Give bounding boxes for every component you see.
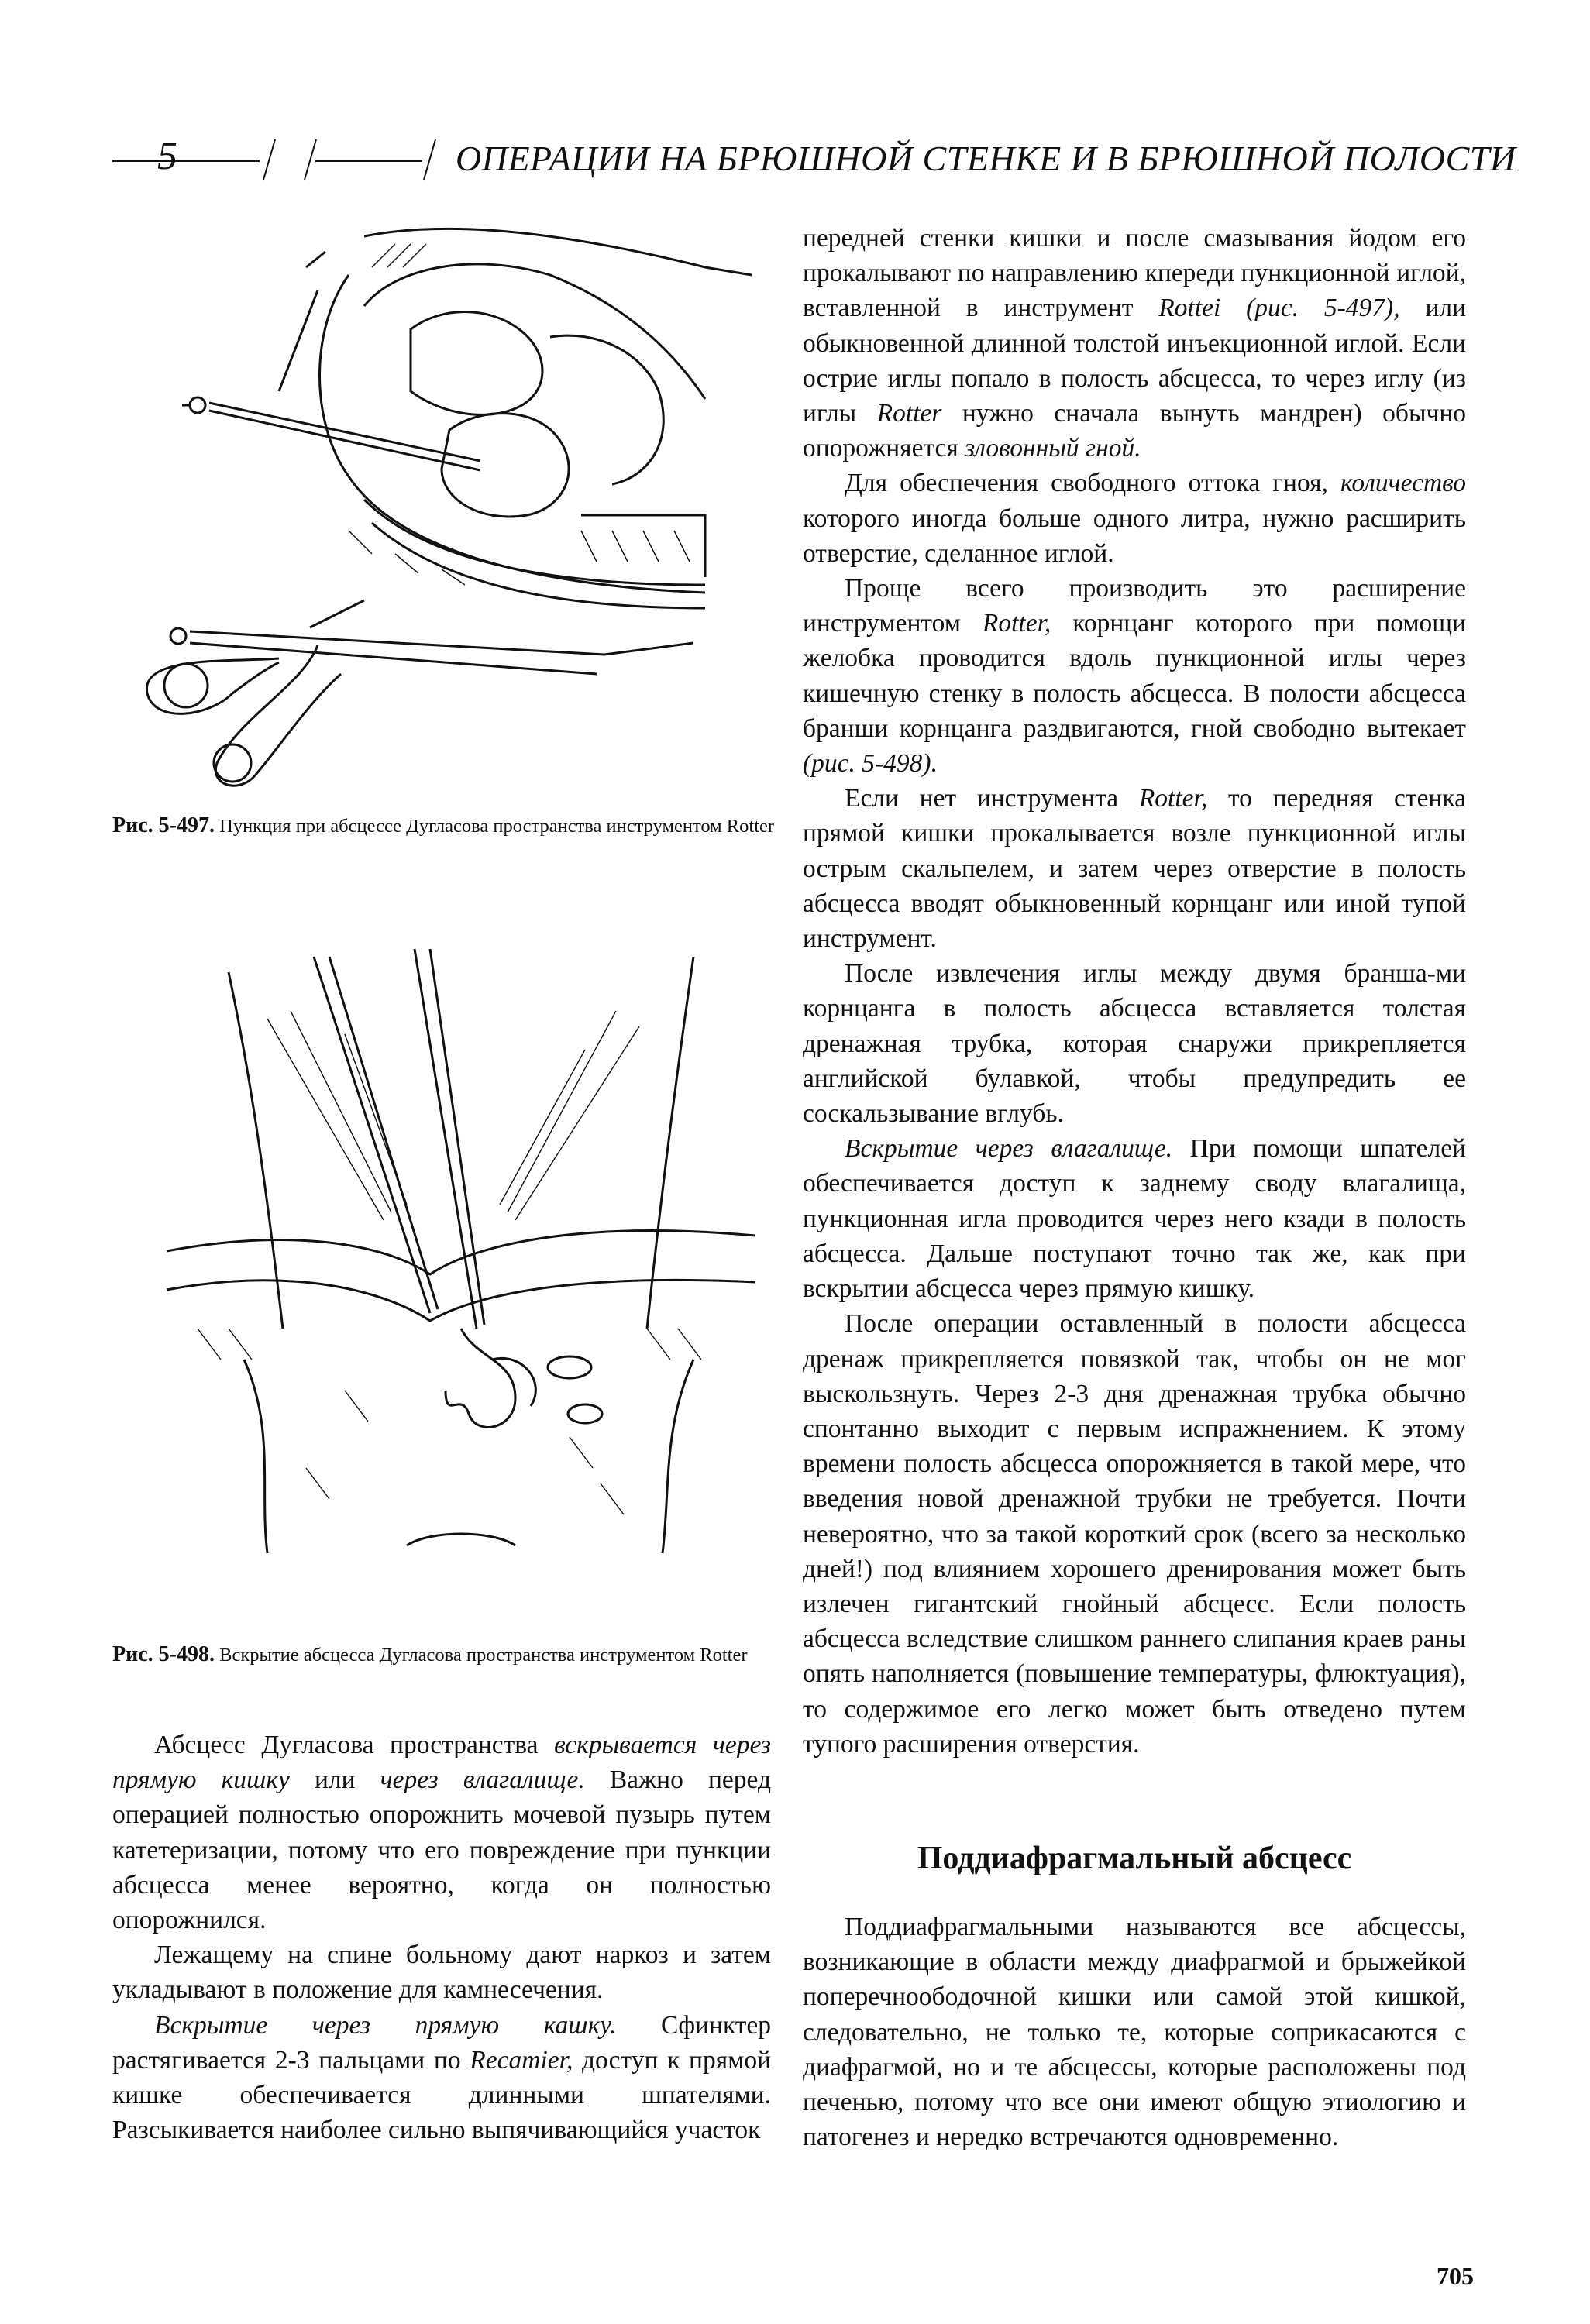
text-run: При помощи шпателей обеспечивается доступ к заднему своду влагалища, пункционная игла проводится через него кзади в полость абсцесса. Дальше поступают точно так же, как при вскрытии абсцесса через прямую кишку. bbox=[803, 1134, 1466, 1304]
italic-run: количество bbox=[1340, 469, 1466, 498]
paragraph bbox=[803, 466, 1466, 571]
paragraph bbox=[803, 781, 1466, 956]
italic-run: Recamier, bbox=[470, 2045, 573, 2075]
figure-5-497 bbox=[116, 221, 783, 794]
paragraph: После извлечения иглы между двумя бранша-ми корнцанга в полость абсцесса вставляется толстая дренажная трубка, которая снаружи прикрепляется английской булавкой, чтобы предупредить ее соскальзывание вглубь. bbox=[803, 959, 1466, 1129]
italic-run: Rotter, bbox=[982, 609, 1051, 638]
paragraph bbox=[112, 1728, 771, 1937]
italic-run: Вскрытие через влагалище. bbox=[845, 1134, 1173, 1164]
text-run: корнцанг которого при помощи желобка проводится вдоль пункционной иглы через кишечную стенку в полость абсцесса. В полости абсцесса бранши корнцанга раздвигаются, гной свободно вытекает bbox=[803, 609, 1466, 743]
italic-run: Rotter, bbox=[1138, 784, 1208, 813]
paragraph bbox=[803, 571, 1466, 781]
text-run: Важно перед операцией полностью опорожнить мочевой пузырь путем катетеризации, потому что его повреждение при пункции абсцесса менее вероятно, когда он полностью опорожнился. bbox=[112, 1765, 771, 1935]
chapter-title: ОПЕРАЦИИ НА БРЮШНОЙ СТЕНКЕ И В БРЮШНОЙ ПОЛОСТИ bbox=[456, 139, 1516, 178]
paragraph bbox=[112, 2008, 771, 2148]
chapter-number: 5 bbox=[157, 134, 177, 178]
italic-run: (рис. 5-498). bbox=[803, 749, 938, 779]
text-run: которого иногда больше одного литра, нужно расширить отверстие, сделанное иглой. bbox=[803, 504, 1466, 568]
paragraph bbox=[803, 221, 1466, 466]
right-column bbox=[803, 221, 1466, 1762]
paragraph bbox=[803, 1131, 1466, 1306]
paragraph: Лежащему на спине больному дают наркоз и затем укладывают в положение для камнесечения. bbox=[112, 1941, 771, 2005]
anatomical-section-drawing bbox=[116, 221, 783, 794]
figure-caption-text: Вскрытие абсцесса Дугласова пространства инструментом Rotter bbox=[219, 1645, 748, 1666]
italic-run: Rottei (рис. 5-497), bbox=[1158, 294, 1400, 323]
text-run: или bbox=[289, 1765, 380, 1795]
paragraph: Поддиафрагмальными называются все абсцессы, возникающие в области между диафрагмой и брыжейкой поперечноободочной кишки или самой этой кишкой, следовательно, не только те, которые соприкасаются с диафрагмой, но и те абсцессы, которые расположены под печенью, потому что все они имеют общую этиологию и патогенез и нередко встречаются одновременно. bbox=[803, 1913, 1466, 2152]
figure-label: Рис. 5-498. bbox=[112, 1642, 215, 1666]
text-run: Проще всего производить это расширение инструментом bbox=[803, 574, 1466, 638]
left-column bbox=[112, 1728, 771, 2147]
text-run: Для обеспечения свободного оттока гноя, bbox=[845, 469, 1340, 498]
italic-run: через влагалище. bbox=[380, 1765, 585, 1795]
abscess-opening-drawing bbox=[151, 926, 771, 1569]
italic-run: Rotter bbox=[876, 399, 942, 428]
text-run: Абсцесс Дугласова пространства bbox=[154, 1731, 555, 1759]
text-run: или обыкновенной длинной толстой инъекционной иглой. Если острие иглы попало в полость абсцесса, то через иглу (из иглы bbox=[803, 294, 1467, 428]
figure-5-497-caption bbox=[112, 813, 775, 839]
section-body bbox=[803, 1910, 1466, 2154]
figure-label: Рис. 5-497. bbox=[112, 813, 215, 837]
text-run: нужно сначала вынуть мандрен) обычно опорожняется bbox=[803, 399, 1466, 463]
italic-run: вскрывается через прямую кишку bbox=[112, 1731, 771, 1795]
page-number: 705 bbox=[1437, 2262, 1474, 2290]
paragraph: После операции оставленный в полости абсцесса дренаж прикрепляется повязкой так, чтобы он не мог выскользнуть. Через 2-3 дня дренажная трубка обычно спонтанно выходит с первым испражнением. К этому времени полость абсцесса опорожняется в такой мере, что введения новой дренажной трубки не требуется. Почти невероятно, что за такой короткий срок (всего за несколько дней!) под влиянием хорошего дренирования может быть излечен гигантский гнойный абсцесс. Если полость абсцесса вследствие слишком раннего слипания краев раны опять наполняется (повышение температуры, флюктуация), то содержимое его легко может быть отведено путем тупого расширения отверстия. bbox=[803, 1309, 1466, 1758]
text-run: Сфинктер растягивается 2-3 пальцами по bbox=[112, 2010, 772, 2075]
text-run: доступ к прямой кишке обеспечивается длинными шпателями. Разсыкивается наиболее сильно выпячивающийся участок bbox=[112, 2045, 771, 2145]
section-title: Поддиафрагмальный абсцесс bbox=[917, 1841, 1352, 1876]
italic-run: Вскрытие через прямую кашку. bbox=[154, 2010, 617, 2040]
italic-run: зловонный гной. bbox=[965, 434, 1141, 463]
text-run: передней стенки кишки и после смазывания йодом его прокалывают по направлению кпереди пункционной иглой, вставленной в инструмент bbox=[803, 224, 1466, 323]
figure-5-498 bbox=[151, 926, 771, 1569]
text-run: Если нет инструмента bbox=[845, 784, 1139, 813]
figure-5-498-caption bbox=[112, 1642, 775, 1668]
figure-caption-text: Пункция при абсцессе Дугласова пространства инструментом Rotter bbox=[219, 816, 775, 837]
text-run: то передняя стенка прямой кишки прокалывается возле пункционной иглы острым скальпелем, и затем через отверстие в полость абсцесса вводят обыкновенный корнцанг или иной тупой инструмент. bbox=[803, 784, 1466, 954]
